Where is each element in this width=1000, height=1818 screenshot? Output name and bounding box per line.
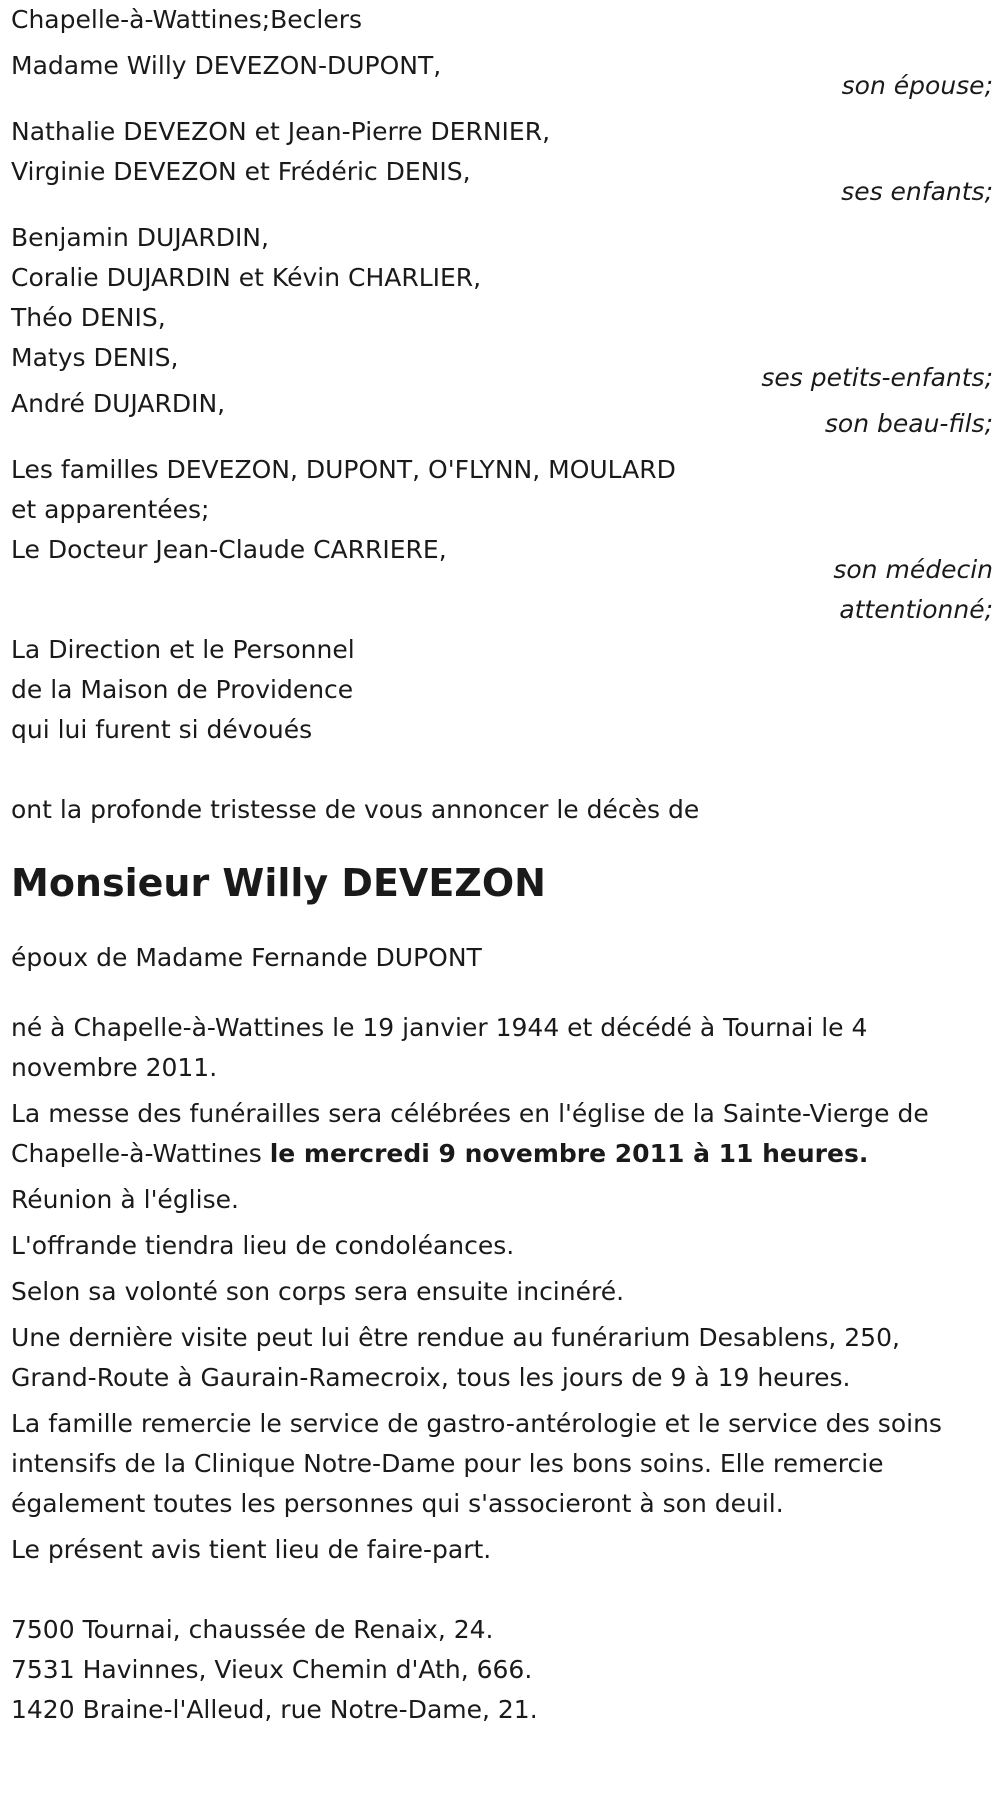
grandchild-line: Matys DENIS, [11, 343, 179, 372]
announcement-intro: ont la profonde tristesse de vous annoncer le décès de [11, 795, 700, 824]
grandchild-line: Benjamin DUJARDIN, [11, 223, 269, 252]
son-in-law-name: André DUJARDIN, [11, 389, 226, 418]
staff-line: qui lui furent si dévoués [11, 715, 313, 744]
mass-text: La messe des funérailles sera célébrées en l'église de la Sainte-Vierge de Chapelle-à-Wattines [11, 1099, 929, 1168]
grandchild-line: Théo DENIS, [11, 303, 166, 332]
spouse-of-line: époux de Madame Fernande DUPONT [11, 943, 482, 972]
visit-paragraph: Une dernière visite peut lui être rendue au funérarium Desablens, 250, Grand-Route à Gaurain-Ramecroix, tous les jours de 9 à 19 heures. [11, 1323, 900, 1392]
deceased-name: Monsieur Willy DEVEZON [11, 861, 546, 905]
doctor-name: Le Docteur Jean-Claude CARRIERE, [11, 535, 447, 564]
birth-death-paragraph: né à Chapelle-à-Wattines le 19 janvier 1944 et décédé à Tournai le 4 novembre 2011. [11, 1013, 868, 1082]
child-line: Nathalie DEVEZON et Jean-Pierre DERNIER, [11, 117, 551, 146]
obituary-notice [11, 0, 993, 1730]
address-line: 7531 Havinnes, Vieux Chemin d'Ath, 666. [11, 1655, 533, 1684]
son-in-law-role: son beau-fils; [824, 409, 993, 438]
staff-line: La Direction et le Personnel [11, 635, 355, 664]
notice-line: Le présent avis tient lieu de faire-part. [11, 1535, 492, 1564]
grandchildren-role: ses petits-enfants; [761, 363, 993, 392]
thanks-paragraph: La famille remercie le service de gastro-antérologie et le service des soins intensifs de la Clinique Notre-Dame pour les bons soins. Elle remercie également toutes les personnes qui s'associeront à son deuil. [11, 1409, 942, 1518]
spouse-role: son épouse; [841, 71, 993, 100]
offering-line: L'offrande tiendra lieu de condoléances. [11, 1231, 515, 1260]
mass-date: le mercredi 9 novembre 2011 à 11 heures. [269, 1139, 869, 1168]
families-line: Les familles DEVEZON, DUPONT, O'FLYNN, MOULARD [11, 455, 676, 484]
mass-paragraph [11, 1094, 993, 1174]
meeting-line: Réunion à l'église. [11, 1185, 239, 1214]
locations-line: Chapelle-à-Wattines;Beclers [11, 5, 363, 34]
families-line: et apparentées; [11, 495, 210, 524]
children-role: ses enfants; [841, 177, 993, 206]
grandchild-line: Coralie DUJARDIN et Kévin CHARLIER, [11, 263, 482, 292]
address-line: 1420 Braine-l'Alleud, rue Notre-Dame, 21. [11, 1695, 538, 1724]
spouse-name: Madame Willy DEVEZON-DUPONT, [11, 51, 442, 80]
cremation-line: Selon sa volonté son corps sera ensuite incinéré. [11, 1277, 625, 1306]
address-line: 7500 Tournai, chaussée de Renaix, 24. [11, 1615, 494, 1644]
child-line: Virginie DEVEZON et Frédéric DENIS, [11, 157, 471, 186]
doctor-role-2: attentionné; [839, 595, 993, 624]
doctor-role-1: son médecin [833, 555, 993, 584]
staff-line: de la Maison de Providence [11, 675, 354, 704]
